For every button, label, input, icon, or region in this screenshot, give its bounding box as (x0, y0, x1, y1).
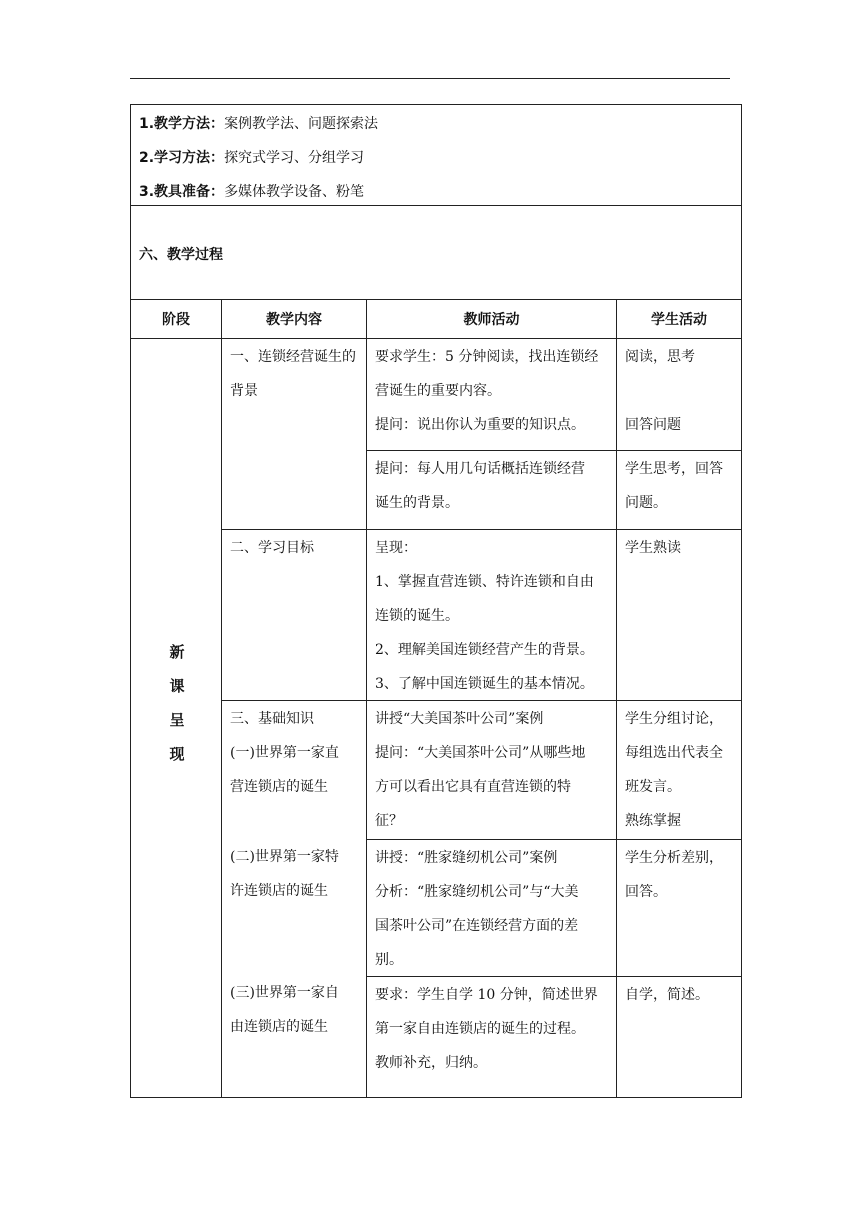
student-cell-background-1 (616, 338, 742, 451)
teacher-line: 方可以看出它具有直营连锁的特 (375, 779, 571, 795)
teacher-line: 要求：学生自学 10 分钟，简述世界 (375, 987, 598, 1003)
content-line: 营连锁店的诞生 (230, 779, 328, 795)
section-title: 六、教学过程 (139, 247, 223, 263)
teacher-text (375, 452, 610, 520)
teacher-text (375, 978, 610, 1080)
teacher-line: 要求学生：5 分钟阅读，找出连锁经 (375, 349, 599, 365)
teacher-line: 营诞生的重要内容。 (375, 383, 501, 399)
teacher-line: 提问：“大美国茶叶公司”从哪些地 (375, 745, 586, 761)
student-text (625, 340, 735, 442)
teaching-tools-value: 多媒体教学设备、粉笔 (224, 184, 365, 200)
content-text (230, 702, 360, 804)
student-line: 阅读，思考 (625, 349, 695, 365)
teacher-cell-basics-2 (366, 839, 617, 977)
student-text (625, 978, 735, 1012)
teacher-cell-background-2 (366, 450, 617, 530)
learning-method-line (139, 148, 364, 168)
content-text (230, 976, 360, 1044)
teacher-line: 3、了解中国连锁诞生的基本情况。 (375, 676, 594, 692)
content-line: 一、连锁经营诞生的 (230, 349, 356, 365)
teacher-text (375, 531, 610, 701)
student-line: 问题。 (625, 495, 667, 511)
teacher-line: 讲授“大美国茶叶公司”案例 (375, 711, 544, 727)
teacher-line: 教师补充，归纳。 (375, 1055, 487, 1071)
teacher-text (375, 702, 610, 838)
stage-char: 呈 (169, 711, 185, 729)
teacher-line: 连锁的诞生。 (375, 608, 459, 624)
student-line: 班发言。 (625, 779, 681, 795)
student-line: 自学，简述。 (625, 987, 709, 1003)
learning-method-label: 2.学习方法： (139, 150, 225, 166)
teacher-line: 诞生的背景。 (375, 495, 459, 511)
content-text (230, 840, 360, 908)
teacher-line: 讲授：“胜家缝纫机公司”案例 (375, 850, 558, 866)
student-cell-basics-1 (616, 700, 742, 840)
content-text (230, 531, 360, 565)
content-line: 二、学习目标 (230, 540, 314, 556)
header-teacher-activity: 教师活动 (366, 299, 617, 339)
student-cell-basics-2 (616, 839, 742, 977)
student-line: 每组选出代表全 (625, 745, 723, 761)
content-cell-basics (221, 700, 367, 1098)
header-student-activity: 学生活动 (616, 299, 742, 339)
teacher-text (375, 340, 610, 442)
content-cell-background (221, 338, 367, 530)
student-line: 学生分组讨论， (625, 711, 723, 727)
teacher-line: 2、理解美国连锁经营产生的背景。 (375, 642, 594, 658)
student-cell-basics-3 (616, 976, 742, 1098)
teacher-line: 国茶叶公司”在连锁经营方面的差 (375, 918, 579, 934)
content-line: (三)世界第一家自 (230, 985, 339, 1001)
teacher-cell-basics-3 (366, 976, 617, 1098)
method-info-box (130, 104, 742, 206)
student-cell-objectives (616, 529, 742, 701)
student-line: 学生思考，回答 (625, 461, 723, 477)
content-cell-objectives (221, 529, 367, 701)
teaching-method-label: 1.教学方法： (139, 116, 225, 132)
header-rule (130, 78, 730, 79)
content-line: 许连锁店的诞生 (230, 883, 328, 899)
teacher-cell-basics-1 (366, 700, 617, 840)
content-line: 背景 (230, 383, 258, 399)
content-text (230, 340, 360, 408)
teaching-tools-label: 3.教具准备： (139, 184, 225, 200)
content-line: (一)世界第一家直 (230, 745, 339, 761)
teacher-line: 1、掌握直营连锁、特许连锁和自由 (375, 574, 594, 590)
teacher-line: 别。 (375, 952, 403, 968)
content-line: 三、基础知识 (230, 711, 314, 727)
stage-char: 现 (169, 745, 185, 763)
teaching-method-line (139, 114, 378, 134)
stage-char: 课 (169, 677, 185, 695)
student-text (625, 452, 735, 520)
stage-cell (130, 338, 222, 1098)
header-content: 教学内容 (221, 299, 367, 339)
student-line: 回答问题 (625, 417, 681, 433)
content-line: 由连锁店的诞生 (230, 1019, 328, 1035)
teacher-cell-objectives (366, 529, 617, 701)
process-section-box (130, 205, 742, 300)
student-text (625, 841, 735, 909)
student-line: 熟练掌握 (625, 813, 681, 829)
teaching-method-value: 案例教学法、问题探索法 (224, 116, 379, 132)
teaching-tools-line (139, 182, 364, 202)
teacher-line: 提问：说出你认为重要的知识点。 (375, 417, 585, 433)
teacher-cell-background-1 (366, 338, 617, 451)
teacher-line: 呈现： (375, 540, 417, 556)
student-text (625, 702, 735, 838)
student-line: 回答。 (625, 884, 667, 900)
student-cell-background-2 (616, 450, 742, 530)
student-line: 学生分析差别， (625, 850, 723, 866)
teacher-line: 分析：“胜家缝纫机公司”与“大美 (375, 884, 579, 900)
header-stage: 阶段 (130, 299, 222, 339)
teacher-line: 征？ (375, 813, 403, 829)
content-line: (二)世界第一家特 (230, 849, 339, 865)
stage-char: 新 (169, 643, 185, 661)
student-text (625, 531, 735, 565)
learning-method-value: 探究式学习、分组学习 (224, 150, 365, 166)
teacher-line: 第一家自由连锁店的诞生的过程。 (375, 1021, 585, 1037)
student-line: 学生熟读 (625, 540, 681, 556)
teacher-text (375, 841, 610, 977)
teacher-line: 提问：每人用几句话概括连锁经营 (375, 461, 585, 477)
